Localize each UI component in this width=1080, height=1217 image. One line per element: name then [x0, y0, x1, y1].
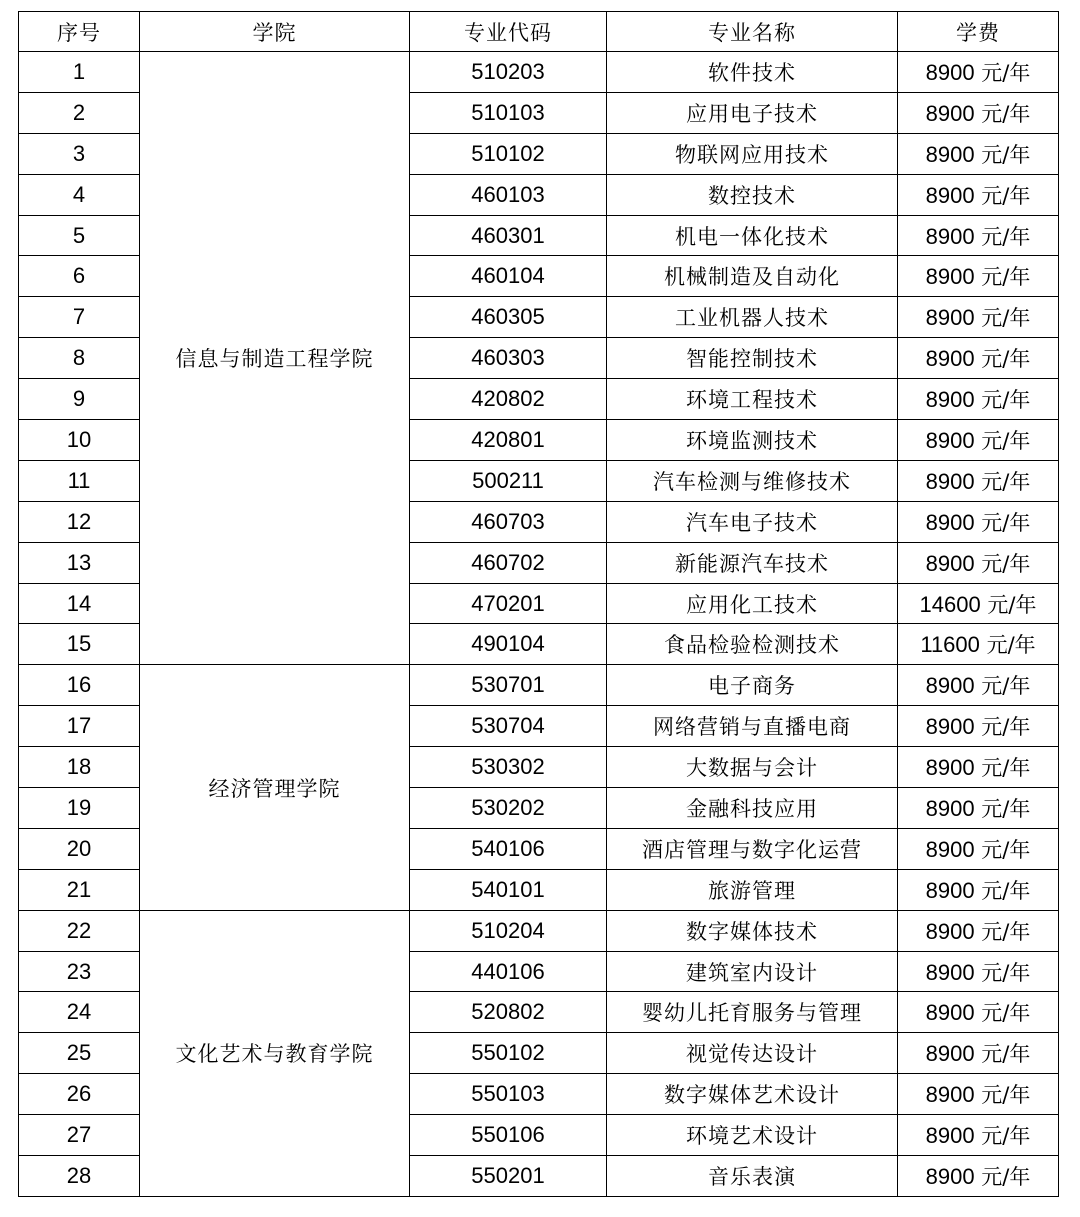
tuition-unit: 元/年: [981, 919, 1031, 944]
major-name-cell: 工业机器人技术: [607, 297, 898, 338]
tuition-unit: 元/年: [981, 837, 1031, 862]
table-body: [19, 52, 1059, 1197]
major-name-cell: 汽车电子技术: [607, 501, 898, 542]
row-number: 13: [19, 542, 140, 583]
tuition-unit: 元/年: [981, 183, 1031, 208]
tuition-cell: [898, 215, 1059, 256]
row-number: 10: [19, 420, 140, 461]
major-name-cell: 数字媒体技术: [607, 910, 898, 951]
tuition-unit: 元/年: [987, 592, 1037, 617]
row-number: 26: [19, 1074, 140, 1115]
tuition-unit: 元/年: [981, 388, 1031, 413]
major-code-cell: 460702: [410, 542, 607, 583]
college-cell: 经济管理学院: [140, 665, 410, 910]
college-cell: 文化艺术与教育学院: [140, 910, 410, 1196]
header-college: 学院: [140, 12, 410, 52]
major-name-cell: 机电一体化技术: [607, 215, 898, 256]
major-code-cell: 460305: [410, 297, 607, 338]
tuition-amount: 8900: [925, 714, 975, 740]
row-number: 19: [19, 788, 140, 829]
row-number: 8: [19, 338, 140, 379]
major-name-cell: 汽车检测与维修技术: [607, 460, 898, 501]
major-code-cell: 550201: [410, 1156, 607, 1197]
row-number: 5: [19, 215, 140, 256]
major-code-cell: 460303: [410, 338, 607, 379]
row-number: 7: [19, 297, 140, 338]
major-code-cell: 510203: [410, 52, 607, 93]
tuition-amount: 8900: [925, 100, 975, 126]
major-code-cell: 440106: [410, 951, 607, 992]
major-code-cell: 530202: [410, 788, 607, 829]
tuition-amount: 8900: [925, 1000, 975, 1026]
row-number: 1: [19, 52, 140, 93]
tuition-cell: [898, 338, 1059, 379]
major-code-cell: 540106: [410, 828, 607, 869]
row-number: 25: [19, 1033, 140, 1074]
row-number: 21: [19, 869, 140, 910]
tuition-unit: 元/年: [981, 878, 1031, 903]
tuition-cell: [898, 460, 1059, 501]
tuition-amount: 8900: [925, 795, 975, 821]
row-number: 9: [19, 379, 140, 420]
row-number: 3: [19, 133, 140, 174]
tuition-cell: [898, 133, 1059, 174]
tuition-cell: [898, 297, 1059, 338]
tuition-unit: 元/年: [981, 715, 1031, 740]
major-code-cell: 460104: [410, 256, 607, 297]
major-code-cell: 530704: [410, 706, 607, 747]
major-name-cell: 数字媒体艺术设计: [607, 1074, 898, 1115]
tuition-unit: 元/年: [981, 551, 1031, 576]
tuition-amount: 8900: [925, 468, 975, 494]
major-code-cell: 530302: [410, 747, 607, 788]
row-number: 27: [19, 1115, 140, 1156]
header-no: 序号: [19, 12, 140, 52]
tuition-cell: [898, 992, 1059, 1033]
major-name-cell: 新能源汽车技术: [607, 542, 898, 583]
tuition-amount: 8900: [925, 427, 975, 453]
tuition-amount: 8900: [925, 1163, 975, 1189]
row-number: 28: [19, 1156, 140, 1197]
row-number: 4: [19, 174, 140, 215]
row-number: 24: [19, 992, 140, 1033]
major-name-cell: 应用电子技术: [607, 92, 898, 133]
major-code-cell: 510102: [410, 133, 607, 174]
major-code-cell: 470201: [410, 583, 607, 624]
row-number: 16: [19, 665, 140, 706]
tuition-amount: 8900: [925, 1041, 975, 1067]
major-name-cell: 机械制造及自动化: [607, 256, 898, 297]
tuition-cell: [898, 1115, 1059, 1156]
tuition-amount: 8900: [925, 755, 975, 781]
major-name-cell: 婴幼儿托育服务与管理: [607, 992, 898, 1033]
tuition-cell: [898, 583, 1059, 624]
row-number: 18: [19, 747, 140, 788]
major-code-cell: 490104: [410, 624, 607, 665]
tuition-unit: 元/年: [981, 1083, 1031, 1108]
tuition-cell: [898, 542, 1059, 583]
tuition-unit: 元/年: [981, 428, 1031, 453]
tuition-cell: [898, 379, 1059, 420]
major-name-cell: 环境艺术设计: [607, 1115, 898, 1156]
tuition-amount: 14600: [919, 591, 981, 617]
tuition-amount: 11600: [920, 632, 980, 658]
tuition-amount: 8900: [925, 264, 975, 290]
row-number: 15: [19, 624, 140, 665]
tuition-amount: 8900: [925, 836, 975, 862]
major-name-cell: 环境监测技术: [607, 420, 898, 461]
major-code-cell: 460703: [410, 501, 607, 542]
tuition-unit: 元/年: [981, 142, 1031, 167]
row-number: 11: [19, 460, 140, 501]
tuition-cell: [898, 951, 1059, 992]
major-name-cell: 电子商务: [607, 665, 898, 706]
major-name-cell: 智能控制技术: [607, 338, 898, 379]
table-row: [19, 910, 1059, 951]
tuition-unit: 元/年: [981, 1042, 1031, 1067]
table-row: [19, 665, 1059, 706]
row-number: 23: [19, 951, 140, 992]
tuition-cell: [898, 52, 1059, 93]
tuition-unit: 元/年: [981, 60, 1031, 85]
tuition-unit: 元/年: [981, 1124, 1031, 1149]
tuition-unit: 元/年: [981, 1164, 1031, 1189]
row-number: 20: [19, 828, 140, 869]
tuition-cell: [898, 256, 1059, 297]
major-name-cell: 建筑室内设计: [607, 951, 898, 992]
row-number: 6: [19, 256, 140, 297]
tuition-cell: [898, 706, 1059, 747]
major-code-cell: 540101: [410, 869, 607, 910]
major-code-cell: 550106: [410, 1115, 607, 1156]
major-name-cell: 食品检验检测技术: [607, 624, 898, 665]
tuition-unit: 元/年: [981, 510, 1031, 535]
tuition-table: [18, 11, 1059, 1197]
header-major-name: 专业名称: [607, 12, 898, 52]
tuition-unit: 元/年: [981, 224, 1031, 249]
tuition-unit: 元/年: [981, 306, 1031, 331]
tuition-amount: 8900: [925, 877, 975, 903]
tuition-amount: 8900: [925, 550, 975, 576]
tuition-amount: 8900: [925, 59, 975, 85]
tuition-amount: 8900: [925, 387, 975, 413]
tuition-cell: [898, 1156, 1059, 1197]
tuition-cell: [898, 747, 1059, 788]
tuition-amount: 8900: [925, 182, 975, 208]
tuition-amount: 8900: [925, 673, 975, 699]
major-name-cell: 环境工程技术: [607, 379, 898, 420]
tuition-amount: 8900: [925, 1082, 975, 1108]
row-number: 17: [19, 706, 140, 747]
tuition-cell: [898, 420, 1059, 461]
header-tuition: 学费: [898, 12, 1059, 52]
tuition-amount: 8900: [925, 346, 975, 372]
tuition-cell: [898, 910, 1059, 951]
tuition-unit: 元/年: [986, 633, 1036, 658]
tuition-cell: [898, 1033, 1059, 1074]
major-name-cell: 应用化工技术: [607, 583, 898, 624]
major-name-cell: 酒店管理与数字化运营: [607, 828, 898, 869]
major-code-cell: 550102: [410, 1033, 607, 1074]
major-code-cell: 420802: [410, 379, 607, 420]
tuition-unit: 元/年: [981, 756, 1031, 781]
tuition-cell: [898, 788, 1059, 829]
major-name-cell: 网络营销与直播电商: [607, 706, 898, 747]
major-code-cell: 520802: [410, 992, 607, 1033]
tuition-amount: 8900: [925, 223, 975, 249]
tuition-amount: 8900: [925, 141, 975, 167]
tuition-amount: 8900: [925, 509, 975, 535]
row-number: 22: [19, 910, 140, 951]
major-name-cell: 数控技术: [607, 174, 898, 215]
tuition-cell: [898, 501, 1059, 542]
major-name-cell: 软件技术: [607, 52, 898, 93]
tuition-cell: [898, 624, 1059, 665]
tuition-cell: [898, 92, 1059, 133]
major-code-cell: 510204: [410, 910, 607, 951]
tuition-amount: 8900: [925, 305, 975, 331]
major-name-cell: 大数据与会计: [607, 747, 898, 788]
tuition-amount: 8900: [925, 959, 975, 985]
table-row: [19, 52, 1059, 93]
row-number: 2: [19, 92, 140, 133]
major-name-cell: 音乐表演: [607, 1156, 898, 1197]
major-code-cell: 510103: [410, 92, 607, 133]
major-name-cell: 视觉传达设计: [607, 1033, 898, 1074]
tuition-unit: 元/年: [981, 674, 1031, 699]
major-code-cell: 460103: [410, 174, 607, 215]
major-code-cell: 420801: [410, 420, 607, 461]
tuition-unit: 元/年: [981, 265, 1031, 290]
row-number: 14: [19, 583, 140, 624]
tuition-unit: 元/年: [981, 347, 1031, 372]
row-number: 12: [19, 501, 140, 542]
tuition-cell: [898, 828, 1059, 869]
major-code-cell: 550103: [410, 1074, 607, 1115]
tuition-cell: [898, 869, 1059, 910]
tuition-unit: 元/年: [981, 796, 1031, 821]
header-major-code: 专业代码: [410, 12, 607, 52]
college-cell: 信息与制造工程学院: [140, 52, 410, 665]
major-code-cell: 460301: [410, 215, 607, 256]
major-code-cell: 500211: [410, 460, 607, 501]
major-code-cell: 530701: [410, 665, 607, 706]
tuition-amount: 8900: [925, 918, 975, 944]
tuition-unit: 元/年: [981, 469, 1031, 494]
tuition-unit: 元/年: [981, 101, 1031, 126]
tuition-unit: 元/年: [981, 1001, 1031, 1026]
major-name-cell: 物联网应用技术: [607, 133, 898, 174]
tuition-unit: 元/年: [981, 960, 1031, 985]
header-row: [19, 12, 1059, 52]
major-name-cell: 旅游管理: [607, 869, 898, 910]
tuition-amount: 8900: [925, 1123, 975, 1149]
major-name-cell: 金融科技应用: [607, 788, 898, 829]
tuition-cell: [898, 174, 1059, 215]
tuition-cell: [898, 1074, 1059, 1115]
tuition-cell: [898, 665, 1059, 706]
